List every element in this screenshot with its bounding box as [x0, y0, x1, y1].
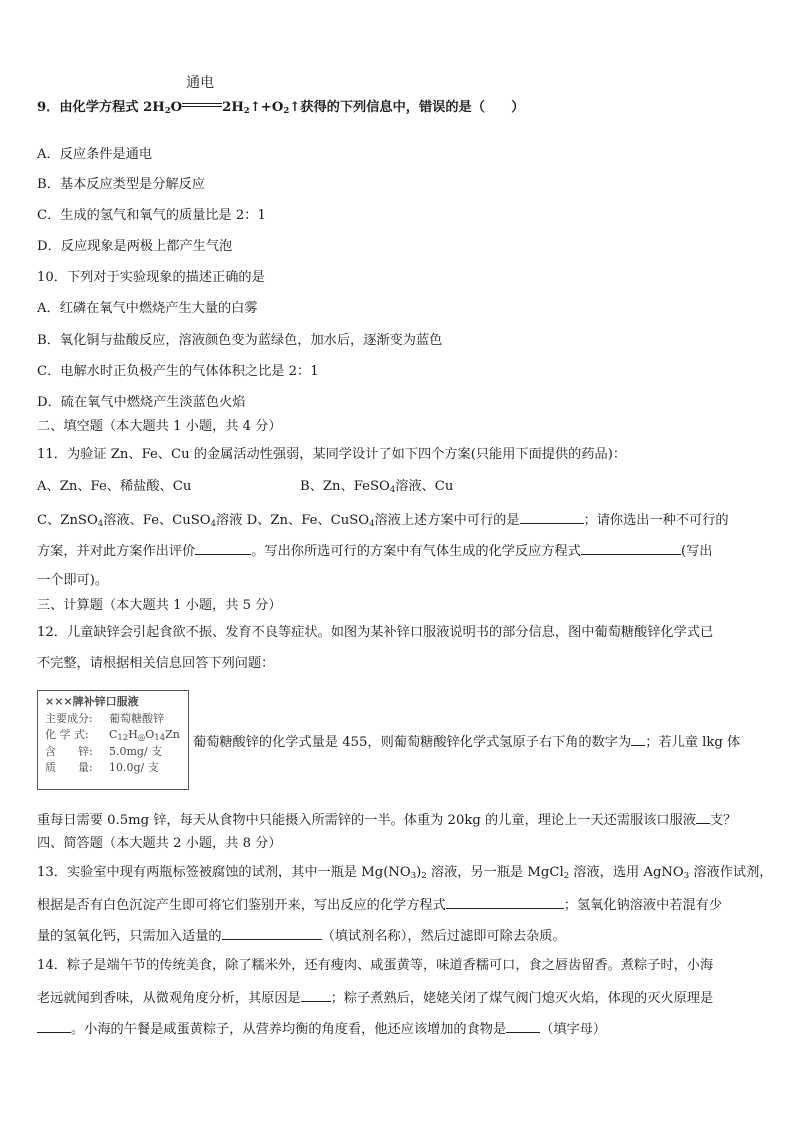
q9-option-c: C．生成的氢气和氧气的质量比是 2：1 — [37, 208, 266, 223]
label-title: ×××牌补锌口服液 — [45, 695, 139, 708]
equation-arrow — [182, 75, 222, 111]
q13-line1: 13．实验室中现有两瓶标签被腐蚀的试剂，其中一瓶是 $Mg(NO_3)_2$ 溶液，另一瓶是 MgCl$_2$ 溶液，选用 AgNO$_3$ 溶液作试剂， — [37, 865, 773, 881]
q11-line3: C、ZnSO$_4$溶液、Fe、CuSO$_4$溶液 D、Zn、Fe、CuSO$_4$溶液上述方案中可行的是 ；请你选出一种不可行的 — [37, 510, 729, 530]
medicine-label-image — [37, 690, 189, 790]
q9-option-d: D．反应现象是两极上都产生气泡 — [37, 239, 233, 254]
label-row-ingredient: 主要成分: 葡萄糖酸锌 — [45, 711, 164, 725]
answer-blank[interactable] — [222, 926, 322, 940]
q9-stem: 9．由化学方程式 $2H_2O$ 通电 $2H_2↑+O_2↑$获得的下列信息中，错误的是（ ） — [37, 75, 525, 116]
answer-blank[interactable] — [631, 732, 645, 746]
q11-option-a: A、Zn、Fe、稀盐酸、Cu — [37, 479, 192, 494]
q9-option-a: A．反应条件是通电 — [37, 147, 153, 162]
answer-blank[interactable] — [301, 988, 331, 1002]
q9-option-b: B．基本反应类型是分解反应 — [37, 177, 205, 192]
answer-blank[interactable] — [581, 541, 681, 555]
answer-blank[interactable] — [37, 1019, 71, 1033]
q13-line3: 量的氢氧化钙，只需加入适量的 （填试剂名称），然后过滤即可除去杂质。 — [37, 926, 566, 946]
q13-line2: 根据是否有白色沉淀产生即可将它们鉴别开来，写出反应的化学方程式 ；氢氧化钠溶液中若混有少 — [37, 895, 722, 915]
q12-side-text: 葡萄糖酸锌的化学式量是 455，则葡萄糖酸锌化学式氢原子右下角的数字为 ；若儿童 lkg 体 — [193, 732, 740, 752]
answer-blank[interactable] — [696, 810, 710, 824]
answer-blank[interactable] — [506, 1019, 540, 1033]
answer-blank[interactable] — [195, 541, 251, 555]
q11-line5: 一个即可)。 — [37, 573, 109, 588]
section-heading-short-answer: 四、简答题（本大题共 2 小题，共 8 分） — [37, 836, 282, 851]
q10-stem: 10．下列对于实验现象的描述正确的是 — [37, 270, 265, 285]
label-row-formula: 化 学 式: $C_{12}H_◎O_{14}Zn$ — [45, 728, 180, 743]
label-row-mass: 质 量: 10.0g/ 支 — [45, 761, 159, 774]
q12-line3: 重每日需要 0.5mg 锌，每天从食物中只能摄入所需锌的一半。体重为 20kg 的儿童，理论上一天还需服该口服液 支？ — [37, 810, 736, 830]
q14-line3: 。小海的午餐是咸蛋黄粽子，从营养均衡的角度看，他还应该增加的食物是 （填字母） — [37, 1019, 606, 1039]
q10-option-d: D．硫在氧气中燃烧产生淡蓝色火焰 — [37, 395, 246, 410]
q11-stem: 11．为验证 Zn、Fe、Cu 的金属活动性强弱，某同学设计了如下四个方案(只能用下面提供的药品)： — [37, 447, 627, 462]
q10-option-c: C．电解水时正负极产生的气体体积之比是 2：1 — [37, 364, 319, 379]
q12-stem: 12．儿童缺锌会引起食欲不振、发育不良等症状。如图为某补锌口服液说明书的部分信息，图中葡萄糖酸锌化学式已 — [37, 625, 714, 640]
q11-line4: 方案，并对此方案作出评价 。写出你所选可行的方案中有气体生成的化学反应方程式 (写出 — [37, 541, 712, 561]
q14-line1: 14．粽子是端午节的传统美食，除了糯米外，还有瘦肉、咸蛋黄等，味道香糯可口，食之唇齿留香。煮粽子时，小海 — [37, 958, 714, 973]
answer-blank[interactable] — [446, 895, 564, 909]
q11-option-b: B、Zn、FeSO$_4$溶液、Cu — [300, 479, 454, 495]
q14-line2: 老远就闻到香味，从微观角度分析，其原因是 ；粽子煮熟后，姥姥关闭了煤气阀门熄灭火焰，体现的灭火原理是 — [37, 988, 713, 1008]
q10-option-b: B．氧化铜与盐酸反应，溶液颜色变为蓝绿色，加水后，逐渐变为蓝色 — [37, 333, 443, 348]
reaction-condition: 通电 — [186, 75, 215, 91]
label-row-zinc: 含 锌: 5.0mg/ 支 — [45, 744, 163, 758]
answer-blank[interactable] — [520, 510, 584, 524]
q10-option-a: A．红磷在氧气中燃烧产生大量的白雾 — [37, 301, 258, 316]
q12-stem-2: 不完整，请根据相关信息回答下列问题： — [37, 656, 275, 671]
section-heading-calculation: 三、计算题（本大题共 1 小题，共 5 分） — [37, 598, 282, 613]
section-heading-fill-in: 二、填空题（本大题共 1 小题，共 4 分） — [37, 419, 282, 434]
